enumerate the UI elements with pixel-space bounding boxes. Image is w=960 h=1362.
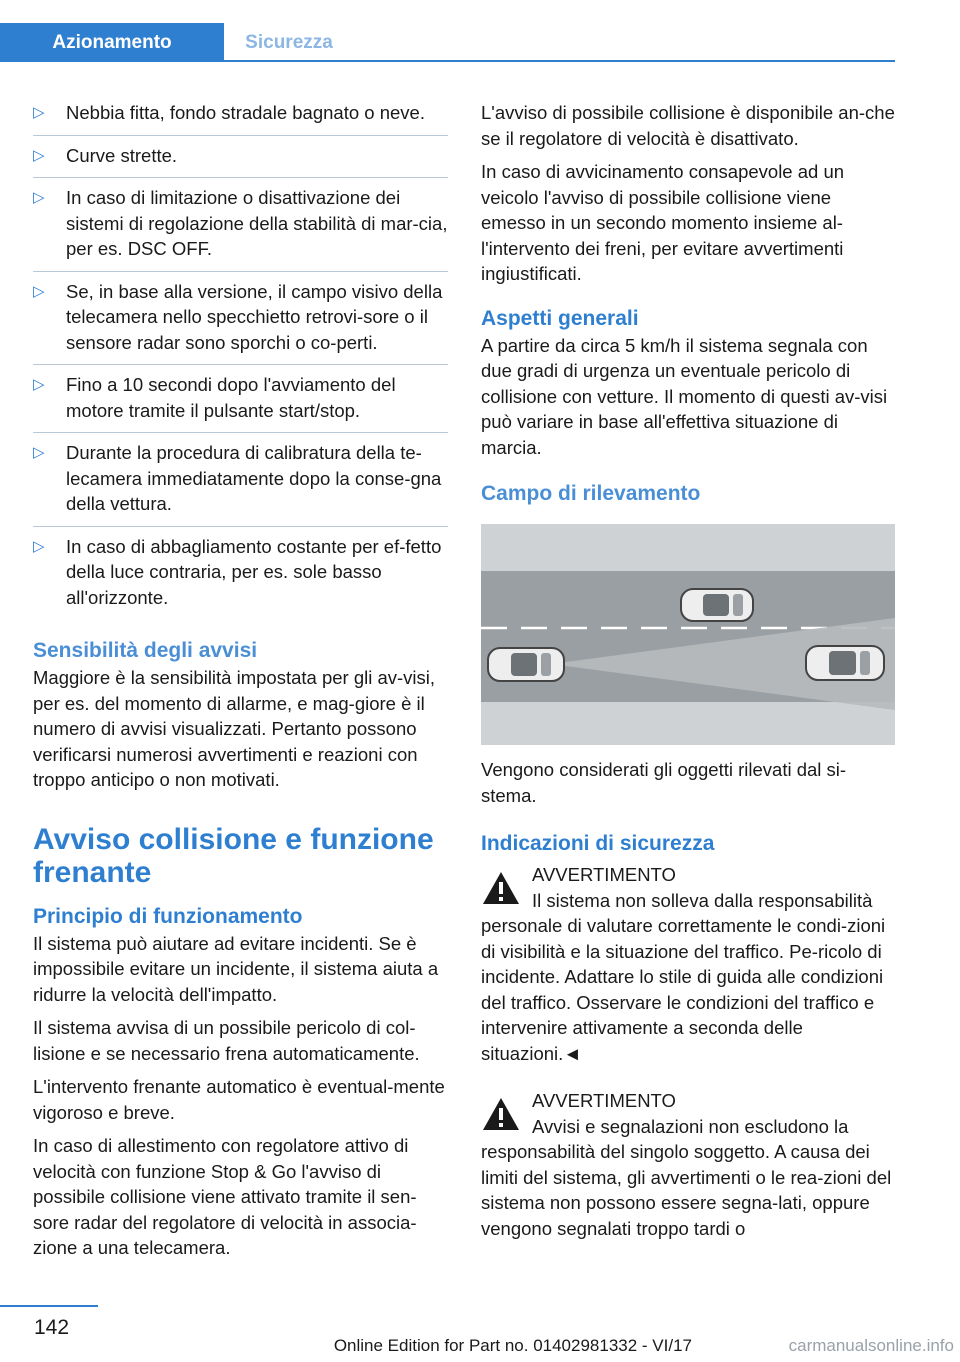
triangle-bullet-icon: ▷ (33, 444, 45, 461)
principle-paragraph: L'intervento frenante automatico è eventual-mente vigoroso e breve. (33, 1076, 445, 1123)
list-item: ▷ Nebbia fitta, fondo stradale bagnato o neve. (33, 100, 448, 136)
safety-heading: Indicazioni di sicurezza (481, 832, 715, 855)
warning-title: AVVERTIMENTO (532, 864, 676, 885)
principle-paragraph: Il sistema avvisa di un possibile pericolo di col-lisione e se necessario frena automaticamente. (33, 1017, 420, 1064)
header-divider (0, 60, 895, 62)
sensitivity-text: Maggiore è la sensibilità impostata per gli av-visi, per es. del momento di allarme, e mag-giore è il numero di avvisi visualizzati. Pertanto possono verificarsi numerosi avvertimenti e reazioni con troppo anticipo o non motivati. (33, 667, 436, 790)
warning-triangle-icon (481, 870, 521, 906)
triangle-bullet-icon: ▷ (33, 104, 45, 121)
warning-first-line: Il sistema non solleva dalla responsabilità (532, 889, 873, 911)
warning-text: responsabilità del singolo soggetto. A causa dei limiti del sistema, gli avvertimenti o le rea-zioni del sistema non possono essere segna-lati, oppure vengono segnalati troppo tardi o (481, 1141, 892, 1239)
intro-paragraph: L'avviso di possibile collisione è disponibile an-che se il regolatore di velocità è disattivato. (481, 102, 895, 149)
section-heading: Avviso collisione e funzione frenante (33, 822, 434, 889)
principle-paragraph: In caso di allestimento con regolatore attivo di velocità con funzione Stop & Go l'avviso di possibile collisione viene attivato tramite il sen-sore radar del regolatore di velocità in associa-zione a una telecamera. (33, 1135, 417, 1258)
principle-paragraph: Il sistema può aiutare ad evitare incidenti. Se è impossibile evitare un incidente, il sistema aiuta a ridurre la velocità dell'impatto. (33, 932, 439, 1005)
list-item: ▷ In caso di limitazione o disattivazione dei sistemi di regolazione della stabilità di mar-cia, per es. DSC OFF. (33, 185, 448, 272)
list-item: ▷ In caso di abbagliamento costante per ef-fetto della luce contraria, per es. sole basso all'orizzonte. (33, 535, 442, 608)
list-item: ▷ Fino a 10 secondi dopo l'avviamento del motore tramite il pulsante start/stop. (33, 372, 448, 433)
warning-first-line: Avvisi e segnalazioni non escludono la (532, 1115, 849, 1137)
car-ahead-icon (806, 646, 884, 680)
page-header (0, 0, 895, 62)
triangle-bullet-icon: ▷ (33, 146, 45, 164)
principle-heading: Principio di funzionamento (33, 904, 303, 928)
triangle-bullet-icon: ▷ (33, 189, 45, 206)
road-diagram-icon (481, 524, 895, 745)
detection-caption: Vengono considerati gli oggetti rilevati dal si-stema. (481, 759, 847, 806)
list-item: ▷ Se, in base alla versione, il campo visivo della telecamera nello specchietto retrovi-sore o il sensore radar sono sporchi o co-perti. (33, 279, 448, 366)
car-own-icon (488, 648, 564, 681)
page-number: 142 (34, 1316, 70, 1339)
warning-triangle-icon (481, 1096, 521, 1132)
detection-heading: Campo di rilevamento (481, 482, 701, 505)
warning-block (481, 1088, 895, 1241)
triangle-bullet-icon: ▷ (33, 376, 45, 393)
sensitivity-heading: Sensibilità degli avvisi (33, 639, 258, 662)
edition-label: Online Edition for Part no. 01402981332 - VI/17 (333, 1336, 692, 1355)
list-item: ▷ Durante la procedura di calibratura della te-lecamera immediatamente dopo la conse-gna della vettura. (33, 440, 448, 527)
tab-azionamento[interactable]: Azionamento (0, 23, 224, 62)
intro-paragraph: In caso di avvicinamento consapevole ad un veicolo l'avviso di possibile collisione viene emesso in un secondo momento insieme al-l'intervento dei freni, per evitare avvertimenti ingiustificati. (481, 161, 845, 284)
warning-text: personale di valutare correttamente le condi-zioni di visibilità e la situazione del traffico. Pe-ricolo di incidente. Adattare lo stile di guida alle condizioni del traffico. Osservare le condizioni del traffico e intervenire attivamente a seconda delle situazioni.◄ (481, 915, 886, 1064)
footer-divider (0, 1305, 98, 1307)
warning-block (481, 862, 895, 1066)
warning-title: AVVERTIMENTO (532, 1090, 676, 1111)
left-column (33, 100, 448, 1269)
general-text: A partire da circa 5 km/h il sistema segnala con due gradi di urgenza un eventuale pericolo di collisione con vetture. Il momento di questi av-visi può variare in base all'effettiva situazione di marcia. (481, 334, 888, 458)
detection-range-illustration (481, 524, 895, 745)
limitations-list (33, 100, 448, 619)
tab-sicurezza[interactable]: Sicurezza (245, 31, 333, 53)
right-column (481, 100, 895, 1249)
general-heading: Aspetti generali (481, 306, 639, 330)
triangle-bullet-icon: ▷ (33, 537, 45, 555)
car-top-lane-icon (681, 589, 753, 621)
triangle-bullet-icon: ▷ (33, 282, 45, 300)
watermark: carmanualsonline.info (788, 1336, 954, 1355)
list-item: ▷ Curve strette. (33, 143, 448, 179)
